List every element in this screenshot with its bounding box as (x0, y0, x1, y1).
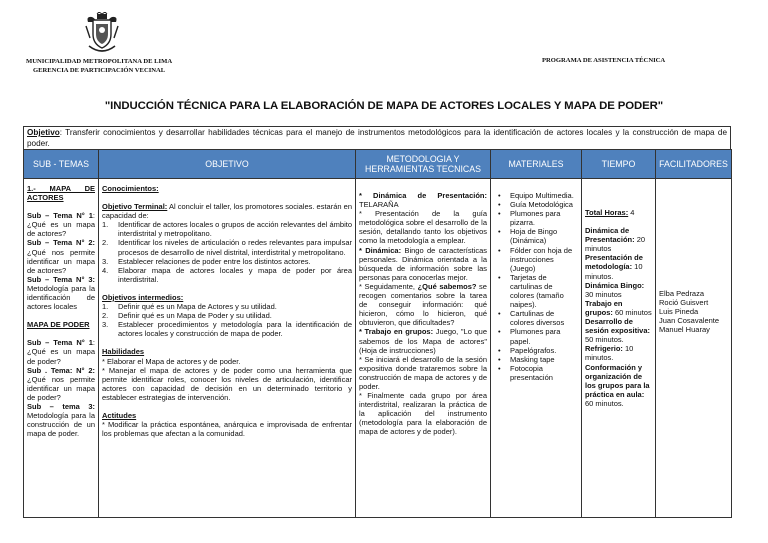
facilitator-name: Elba Pedraza (659, 289, 705, 298)
table-row (24, 179, 732, 518)
terminal-objectives-list (102, 220, 352, 284)
objective-text: : Transferir conocimientos y desarrollar habilidades técnicas para el manejo de instrumentos metodológicos para la identificación de actores locales y la construcción de mapa de poder. (27, 128, 727, 148)
objective-label: Objetivo (27, 128, 60, 137)
municipal-crest-logo (84, 12, 120, 56)
document-title: "INDUCCIÓN TÉCNICA PARA LA ELABORACIÓN DE MAPA DE ACTORES LOCALES Y MAPA DE PODER" (104, 100, 664, 112)
col-header-objetivo: OBJETIVO (99, 150, 356, 179)
list-item: • Cartulinas de colores diversos (494, 309, 578, 327)
table-header-row (24, 150, 732, 179)
intermediate-objectives-list (102, 302, 352, 338)
list-item: 4. Elaborar mapa de actores locales y mapa de poder por área interdistrital. (102, 266, 352, 284)
materials-list (494, 191, 578, 382)
list-item: • Fotocopia presentación (494, 364, 578, 382)
program-name: PROGRAMA DE ASISTENCIA TÉCNICA (542, 57, 666, 64)
list-item: 3. Establecer procedimientos y metodología para la identificación de actores locales y construcción de mapa de poder. (102, 320, 352, 338)
materiales-cell (491, 179, 582, 518)
list-item: • Equipo Multimedia. (494, 191, 578, 200)
list-item: • Hoja de Bingo (Dinámica) (494, 227, 578, 245)
list-item: 1. Identificar de actores locales o grupos de acción relevantes del ámbito interdistrital y metropolitano. (102, 220, 352, 238)
general-objective (23, 126, 731, 149)
facilitadores-cell (656, 179, 732, 518)
facilitator-name: Luis Pineda (659, 307, 699, 317)
col-header-facilitadores: FACILITADORES (656, 150, 732, 179)
list-item: • Guía Metodológica (494, 200, 578, 209)
conocimientos-heading: Conocimientos: (102, 184, 159, 193)
list-item: 2. Identificar los niveles de articulación o redes relevantes para impulsar procesos de desarrollo de nivel distrital, interdistrital y metropolitano. (102, 238, 352, 256)
org-name: MUNICIPALIDAD METROPOLITANA DE LIMA (26, 58, 173, 65)
col-header-tiempo: TIEMPO (582, 150, 656, 179)
training-plan-table (23, 149, 732, 518)
subtemas-cell: 1.- MAPA DE ACTORES Sub – Tema N° 1: ¿Qué es un mapa de actores? Sub – Tema N° 2: ¿Qué nos permite identificar un mapa de actores? Sub – Tema N° 3: Metodología para la identificación de actores locales MAPA DE PODER Sub – Tema N° 1: ¿Qué es un mapa de poder? Sub . Tema: N° 2: ¿Qué nos permite identificar un mapa de poder? Sub – tema 3: Metodología para la construcción de un mapa de poder. (24, 179, 99, 518)
list-item: • Tarjetas de cartulinas de colores (tamaño naipes). (494, 273, 578, 309)
organization-header (26, 57, 172, 75)
list-item: 3. Establecer relaciones de poder entre los distintos actores. (102, 257, 352, 266)
tiempo-cell: Total Horas: 4 Dinámica de Presentación: 20 minutos Presentación de metodología: 10 minutos. Dinámica Bingo: 30 minutos Trabajo en grupos: 60 minutos Desarrollo de sesión expositiva: 50 minutos. Refrigerio: 10 minutos. Conformación y organización de los grupos para la práctica en aula: 60 minutos. (582, 179, 656, 518)
objetivo-cell: Conocimientos: Objetivo Terminal: Al concluir el taller, los promotores sociales. estarán en capacidad de: 1. Identificar de actores locales o grupos de acción relevantes del ámbito interdistrital y metropolitano. 2. Identificar los niveles de articulación o redes relevantes para impulsar procesos de desarrollo de nivel distrital, interdistrital y metropolitano. 3. Establecer relaciones de poder entre los distintos actores. 4. Elaborar mapa de actores locales y mapa de poder por área interdistrital. Objetivos intermedios: 1. Definir qué es un Mapa de Actores y su utilidad. 2. Definir qué es un Mapa de Poder y su utilidad. 3. Establecer procedimientos y metodología para la identificación de actores locales y construcción de mapa de poder. Habilidades * Elaborar el Mapa de actores y de poder. * Manejar el mapa de actores y de poder como una herramienta que permite identificar roles, conocer los niveles de articulación, identificar actores con capacidad de decisión en un determinado territorio y establecer estrategias de intervención. Actitudes * Modificar la práctica espontánea, anárquica e improvisada de enfrentar los problemas que afectan a la comunidad. (99, 179, 356, 518)
list-item: 2. Definir qué es un Mapa de Poder y su utilidad. (102, 311, 352, 320)
col-header-metodologia: METODOLOGIA Y HERRAMIENTAS TECNICAS (356, 150, 491, 179)
subtema-section-1-title: 1.- MAPA DE ACTORES (27, 184, 95, 203)
col-header-materiales: MATERIALES (491, 150, 582, 179)
list-item: • Masking tape (494, 355, 578, 364)
list-item: • Plumones para pizarra. (494, 209, 578, 227)
subtema-section-2-title: MAPA DE PODER (27, 320, 90, 330)
facilitator-name: Juan Cosavalente (659, 316, 720, 326)
list-item: 1. Definir qué es un Mapa de Actores y su utilidad. (102, 302, 352, 311)
col-header-subtemas: SUB - TEMAS (24, 150, 99, 179)
facilitator-name: Roció Guisvert (659, 298, 709, 308)
list-item: • Fólder con hoja de instrucciones (Juego) (494, 246, 578, 273)
metodologia-cell: * Dinámica de Presentación: TELARAÑA * Presentación de la guía metodológica sobre el desarrollo de la sesión, detallando tanto los objetivos como la metodología a emplear. * Dinámica: Bingo de características personales. Dinámica orientada a la búsqueda de información sobre las personas para conocerlas mejor. * Seguidamente, ¿Qué sabemos? se recogen comentarios sobre la tarea de conseguir información: qué hicieron, cómo lo hicieron, qué obtuvieron, que dificultades? * Trabajo en grupos: Juego, "Lo que sabemos de los Mapa de actores" (Hoja de instrucciones) * Se iniciará el desarrollo de la sesión expositiva donde trataremos sobre la construcción de mapa de actores y de poder. * Finalmente cada grupo por área interdistrital, realizaran la práctica de la aplicación del instrumento (metodología para la elaboración de mapa de actores y de poder). (356, 179, 491, 518)
facilitator-name: Manuel Huaray (659, 325, 710, 335)
org-department: GERENCIA DE PARTICIPACIÓN VECINAL (33, 67, 166, 74)
list-item: • Plumones para papel. (494, 327, 578, 345)
list-item: • Papelógrafos. (494, 346, 578, 355)
